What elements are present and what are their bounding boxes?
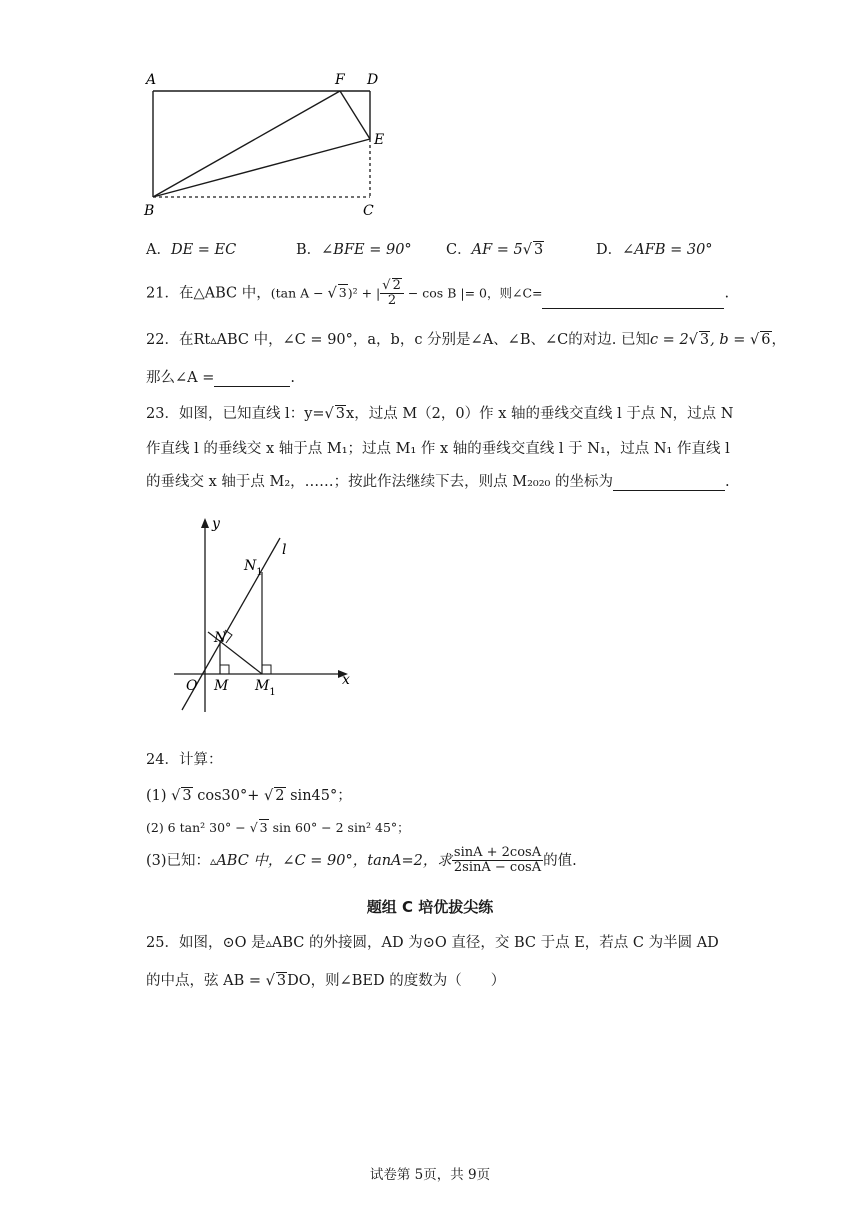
triangle-icon: ▵ — [265, 935, 272, 950]
q24-p2-end: sin 60° − 2 sin² 45°； — [268, 820, 410, 835]
q21-radicand-a: 3 — [338, 285, 347, 301]
q25-text-b: ABC 的外接圆，AD 为⊙O 直径，交 BC 于点 E，若点 C 为半圆 AD — [271, 935, 719, 951]
option-c-text: AF = 5 — [471, 242, 523, 258]
q25-radicand: 3 — [276, 973, 287, 989]
q21-number: 21． — [146, 285, 179, 302]
label-x: x — [342, 672, 350, 688]
q22-cond-end: ， — [771, 332, 787, 348]
q24-p3-prefix: (3)已知： — [146, 852, 211, 869]
question-24-part2 — [146, 818, 410, 836]
q24-p1-mid: cos30°+ — [192, 788, 265, 804]
q23-radicand: 3 — [335, 406, 346, 422]
option-b[interactable] — [296, 238, 412, 259]
q23-line2: 作直线 l 的垂线交 x 轴于点 M₁；过点 M₁ 作 x 轴的垂线交直线 l 于 N₁，过点 N₁ 作直线 l — [146, 441, 730, 457]
q24-p2-prefix: (2) 6 tan² 30° − — [146, 820, 250, 835]
sqrt-icon: √ — [688, 332, 698, 348]
q22-cond-c: c = 2 — [649, 332, 689, 348]
q22-radicand-b: 6 — [761, 332, 771, 348]
page-footer: 试卷第 5页，共 9页 — [369, 1167, 491, 1183]
label-O: O — [186, 678, 198, 694]
sqrt-icon: √ — [324, 406, 334, 422]
q25-line2-a: 的中点，弦 AB = — [146, 973, 266, 989]
label-y: y — [212, 516, 220, 532]
option-c-radicand: 3 — [534, 242, 544, 258]
q22-line2-end: . — [290, 370, 295, 386]
option-c[interactable] — [446, 238, 544, 259]
question-22-line2 — [146, 366, 295, 387]
q21-prefix: 在△ABC 中， — [178, 285, 271, 302]
q24-p1-prefix: (1) — [146, 788, 172, 804]
triangle-icon: ▵ — [210, 332, 217, 347]
option-a-text: DE = EC — [170, 242, 237, 258]
segment-BF — [153, 91, 340, 197]
option-c-letter: C． — [446, 242, 472, 258]
question-23-line2 — [146, 437, 730, 458]
question-23-line1 — [146, 402, 733, 423]
option-a-letter: A． — [146, 242, 171, 258]
right-angle-mark-M — [220, 665, 229, 674]
label-B: B — [144, 203, 155, 219]
q24-p1-end: sin45°； — [285, 788, 352, 804]
question-25-line1 — [146, 931, 719, 952]
question-23-line3 — [146, 470, 730, 491]
sqrt-icon: √ — [522, 242, 532, 258]
q23-text-b: x，过点 M（2，0）作 x 轴的垂线交直线 l 于点 N，过点 N — [346, 406, 734, 422]
q22-text-a: 在Rt — [178, 332, 211, 348]
section-heading: 题组 C 培优拔尖练 — [366, 898, 494, 916]
sqrt-icon: √ — [382, 278, 391, 293]
segment-FE — [340, 91, 370, 139]
q25-text-a: 如图，⊙O 是 — [178, 935, 266, 951]
q21-end: . — [724, 285, 730, 302]
option-b-letter: B． — [296, 242, 322, 258]
q22-line2: 那么∠A = — [146, 370, 215, 386]
y-axis-arrow-icon — [201, 518, 209, 528]
sqrt-icon: √ — [171, 788, 181, 804]
sqrt-icon: √ — [264, 788, 274, 804]
q24-title: 计算： — [178, 752, 223, 768]
q21-answer-blank[interactable] — [542, 292, 724, 309]
question-24-part1 — [146, 784, 352, 805]
q22-answer-blank[interactable] — [214, 370, 290, 387]
label-F: F — [335, 72, 345, 88]
label-N: N — [214, 630, 227, 646]
label-A: A — [146, 72, 157, 88]
q23-answer-blank[interactable] — [613, 474, 725, 491]
q22-text-b: ABC 中，∠C = 90°，a，b，c 分别是∠A、∠B、∠C的对边. 已知 — [216, 332, 650, 348]
right-angle-mark-M1 — [262, 665, 271, 674]
q24-number: 24． — [146, 752, 179, 768]
q21-fraction — [380, 278, 404, 309]
sqrt-icon: √ — [750, 332, 760, 348]
q21-expr-a: (tan A − — [270, 285, 328, 301]
q24-p1-r2: 2 — [275, 788, 285, 804]
option-d-letter: D． — [596, 242, 623, 258]
question-24-part3 — [146, 846, 577, 876]
option-b-text: ∠BFE = 90° — [321, 242, 412, 258]
label-N1: $N_1$ — [244, 558, 263, 578]
option-d[interactable] — [596, 238, 713, 259]
q21-frac-den: 2 — [387, 293, 397, 309]
q25-line2-b: DO，则∠BED 的度数为（ ） — [287, 973, 506, 989]
question-25-line2 — [146, 969, 505, 990]
sqrt-icon: √ — [249, 820, 258, 835]
q24-p3-fraction — [452, 846, 543, 876]
coordinate-figure — [170, 512, 370, 717]
q25-number: 25． — [146, 935, 179, 951]
q22-cond-b: , b = — [710, 332, 751, 348]
q24-p1-r1: 3 — [182, 788, 192, 804]
label-C: C — [363, 203, 374, 219]
triangle-icon: ▵ — [210, 852, 217, 868]
q21-expr-b: )² + | — [347, 285, 381, 301]
q24-p3-end: 的值. — [543, 852, 577, 869]
q24-p3-mid: ABC 中，∠C = 90°，tanA=2，求 — [216, 852, 452, 869]
option-d-text: ∠AFB = 30° — [622, 242, 713, 258]
rectangle-fold-figure — [130, 62, 400, 224]
question-21 — [146, 278, 729, 309]
option-a[interactable] — [146, 238, 236, 259]
q23-line3-end: . — [724, 474, 730, 490]
q23-text-a: 如图，已知直线 l：y= — [178, 406, 325, 422]
q23-number: 23． — [146, 406, 179, 422]
question-22-line1 — [146, 328, 786, 349]
label-E: E — [374, 132, 385, 148]
label-l: l — [282, 542, 287, 558]
segment-BE — [153, 139, 370, 197]
q22-number: 22． — [146, 332, 179, 348]
q24-p3-num: sinA + 2cosA — [453, 845, 542, 860]
sqrt-icon: √ — [265, 973, 275, 989]
question-24-title — [146, 748, 222, 769]
q24-p3-den: 2sinA − cosA — [453, 860, 542, 876]
q24-p2-r: 3 — [259, 820, 268, 835]
q21-expr-c: − cos B |= 0，则∠C= — [403, 285, 543, 301]
label-M: M — [214, 678, 229, 694]
label-M1: $M_1$ — [255, 678, 276, 698]
q21-frac-radicand: 2 — [392, 278, 401, 293]
sqrt-icon: √ — [327, 285, 337, 302]
q23-line3: 的垂线交 x 轴于点 M₂，……；按此作法继续下去，则点 M₂₀₂₀ 的坐标为 — [146, 474, 613, 490]
label-D: D — [367, 72, 379, 88]
q22-radicand-c: 3 — [699, 332, 710, 348]
